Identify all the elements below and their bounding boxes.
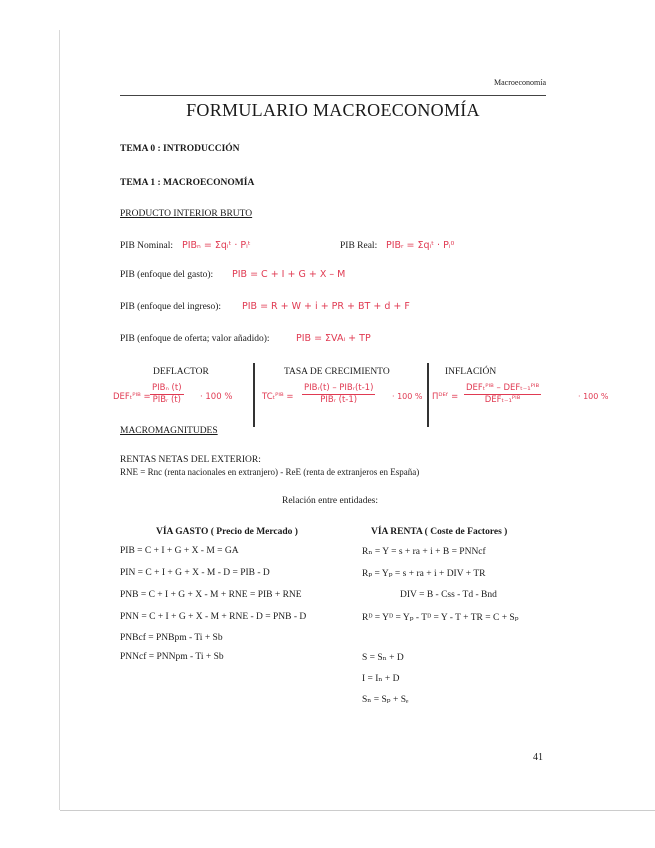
deflactor-suffix: · 100 % <box>200 392 233 402</box>
running-header: Macroeconomía <box>494 78 546 87</box>
inflacion-lhs: Πᴰᴱᶠ = <box>432 392 459 402</box>
via-renta-line: Rₚ = Yₚ = s + ra + i + DIV + TR <box>362 569 486 579</box>
page-left-edge <box>59 30 60 810</box>
deflactor-lhs: DEFₜᴾᴵᴮ = <box>113 392 151 402</box>
via-gasto-line: PIB = C + I + G + X - M = GA <box>120 546 239 556</box>
inflacion-numerator: DEFₜᴾᴵᴮ – DEFₜ₋₁ᴾᴵᴮ <box>466 383 540 393</box>
inflacion-suffix: · 100 % <box>578 392 609 401</box>
pib-gasto-formula: PIB = C + I + G + X – M <box>232 269 346 280</box>
via-gasto-title: VÍA GASTO ( Precio de Mercado ) <box>156 527 298 537</box>
via-gasto-line: PNNcf = PNNpm - Ti + Sb <box>120 652 224 662</box>
page-bottom-edge <box>60 810 655 811</box>
pib-real-label: PIB Real: <box>340 241 378 251</box>
crecimiento-denominator: PIBᵣ (t-1) <box>320 395 358 405</box>
via-renta-title: VÍA RENTA ( Coste de Factores ) <box>371 527 508 537</box>
via-renta-line: S = Sₙ + D <box>362 653 404 663</box>
page-number: 41 <box>533 752 543 763</box>
pib-ingreso-label: PIB (enfoque del ingreso): <box>120 302 222 312</box>
crecimiento-title: TASA DE CRECIMIENTO <box>284 367 390 377</box>
via-gasto-line: PIN = C + I + G + X - M - D = PIB - D <box>120 568 270 578</box>
crecimiento-suffix: · 100 % <box>392 392 423 401</box>
pib-oferta-formula: PIB = ΣVAᵢ + TP <box>296 333 371 344</box>
via-renta-line: DIV = B - Css - Td - Bnd <box>400 590 497 600</box>
inflacion-fraction <box>464 383 541 406</box>
box-divider-1 <box>253 363 255 427</box>
section-tema0: TEMA 0 : INTRODUCCIÓN <box>120 144 240 154</box>
via-renta-line: Rₙ = Y = s + ra + i + B = PNNcf <box>362 547 486 557</box>
macromagnitudes-heading: MACROMAGNITUDES <box>120 426 218 436</box>
via-renta-line: Rᴰ = Yᴰ = Yₚ - Tᴰ = Y - T + TR = C + Sₚ <box>362 613 519 623</box>
via-gasto-line: PNB = C + I + G + X - M + RNE = PIB + RNE <box>120 590 302 600</box>
via-gasto-line: PNN = C + I + G + X - M + RNE - D = PNB - D <box>120 612 307 622</box>
deflactor-denominator: PIBᵣ (t) <box>152 395 181 405</box>
deflactor-numerator: PIBₙ (t) <box>152 383 182 393</box>
rne-title: RENTAS NETAS DEL EXTERIOR: <box>120 455 261 465</box>
title-rule <box>120 95 546 96</box>
pib-real-formula: PIBᵣ = Σqᵢᵗ · Pᵢ⁰ <box>386 240 455 251</box>
crecimiento-numerator: PIBᵣ(t) – PIBᵣ(t-1) <box>304 383 374 393</box>
pib-nominal-formula: PIBₙ = Σqᵢᵗ · Pᵢᵗ <box>182 240 251 251</box>
via-gasto-line: PNBcf = PNBpm - Ti + Sb <box>120 633 223 643</box>
pib-nominal-label: PIB Nominal: <box>120 241 174 251</box>
via-renta-line: Sₙ = Sₚ + Sₑ <box>362 695 409 705</box>
deflactor-title: DEFLACTOR <box>153 367 209 377</box>
relacion-entidades: Relación entre entidades: <box>282 496 379 506</box>
pib-heading: PRODUCTO INTERIOR BRUTO <box>120 209 253 219</box>
deflactor-fraction <box>150 383 184 406</box>
crecimiento-lhs: TCₜᴾᴵᴮ = <box>262 392 294 402</box>
section-tema1: TEMA 1 : MACROECONOMÍA <box>120 178 255 188</box>
pib-oferta-label: PIB (enfoque de oferta; valor añadido): <box>120 334 270 344</box>
pib-gasto-label: PIB (enfoque del gasto): <box>120 270 214 280</box>
rne-formula: RNE = Rnc (renta nacionales en extranjero) - ReE (renta de extranjeros en España) <box>120 467 420 477</box>
inflacion-denominator: DEFₜ₋₁ᴾᴵᴮ <box>484 395 521 405</box>
pib-ingreso-formula: PIB = R + W + i + PR + BT + d + F <box>242 301 410 312</box>
page-title: FORMULARIO MACROECONOMÍA <box>186 100 480 120</box>
box-divider-2 <box>427 363 429 427</box>
via-renta-line: I = Iₙ + D <box>362 674 400 684</box>
inflacion-title: INFLACIÓN <box>445 367 497 377</box>
crecimiento-fraction <box>302 383 375 406</box>
